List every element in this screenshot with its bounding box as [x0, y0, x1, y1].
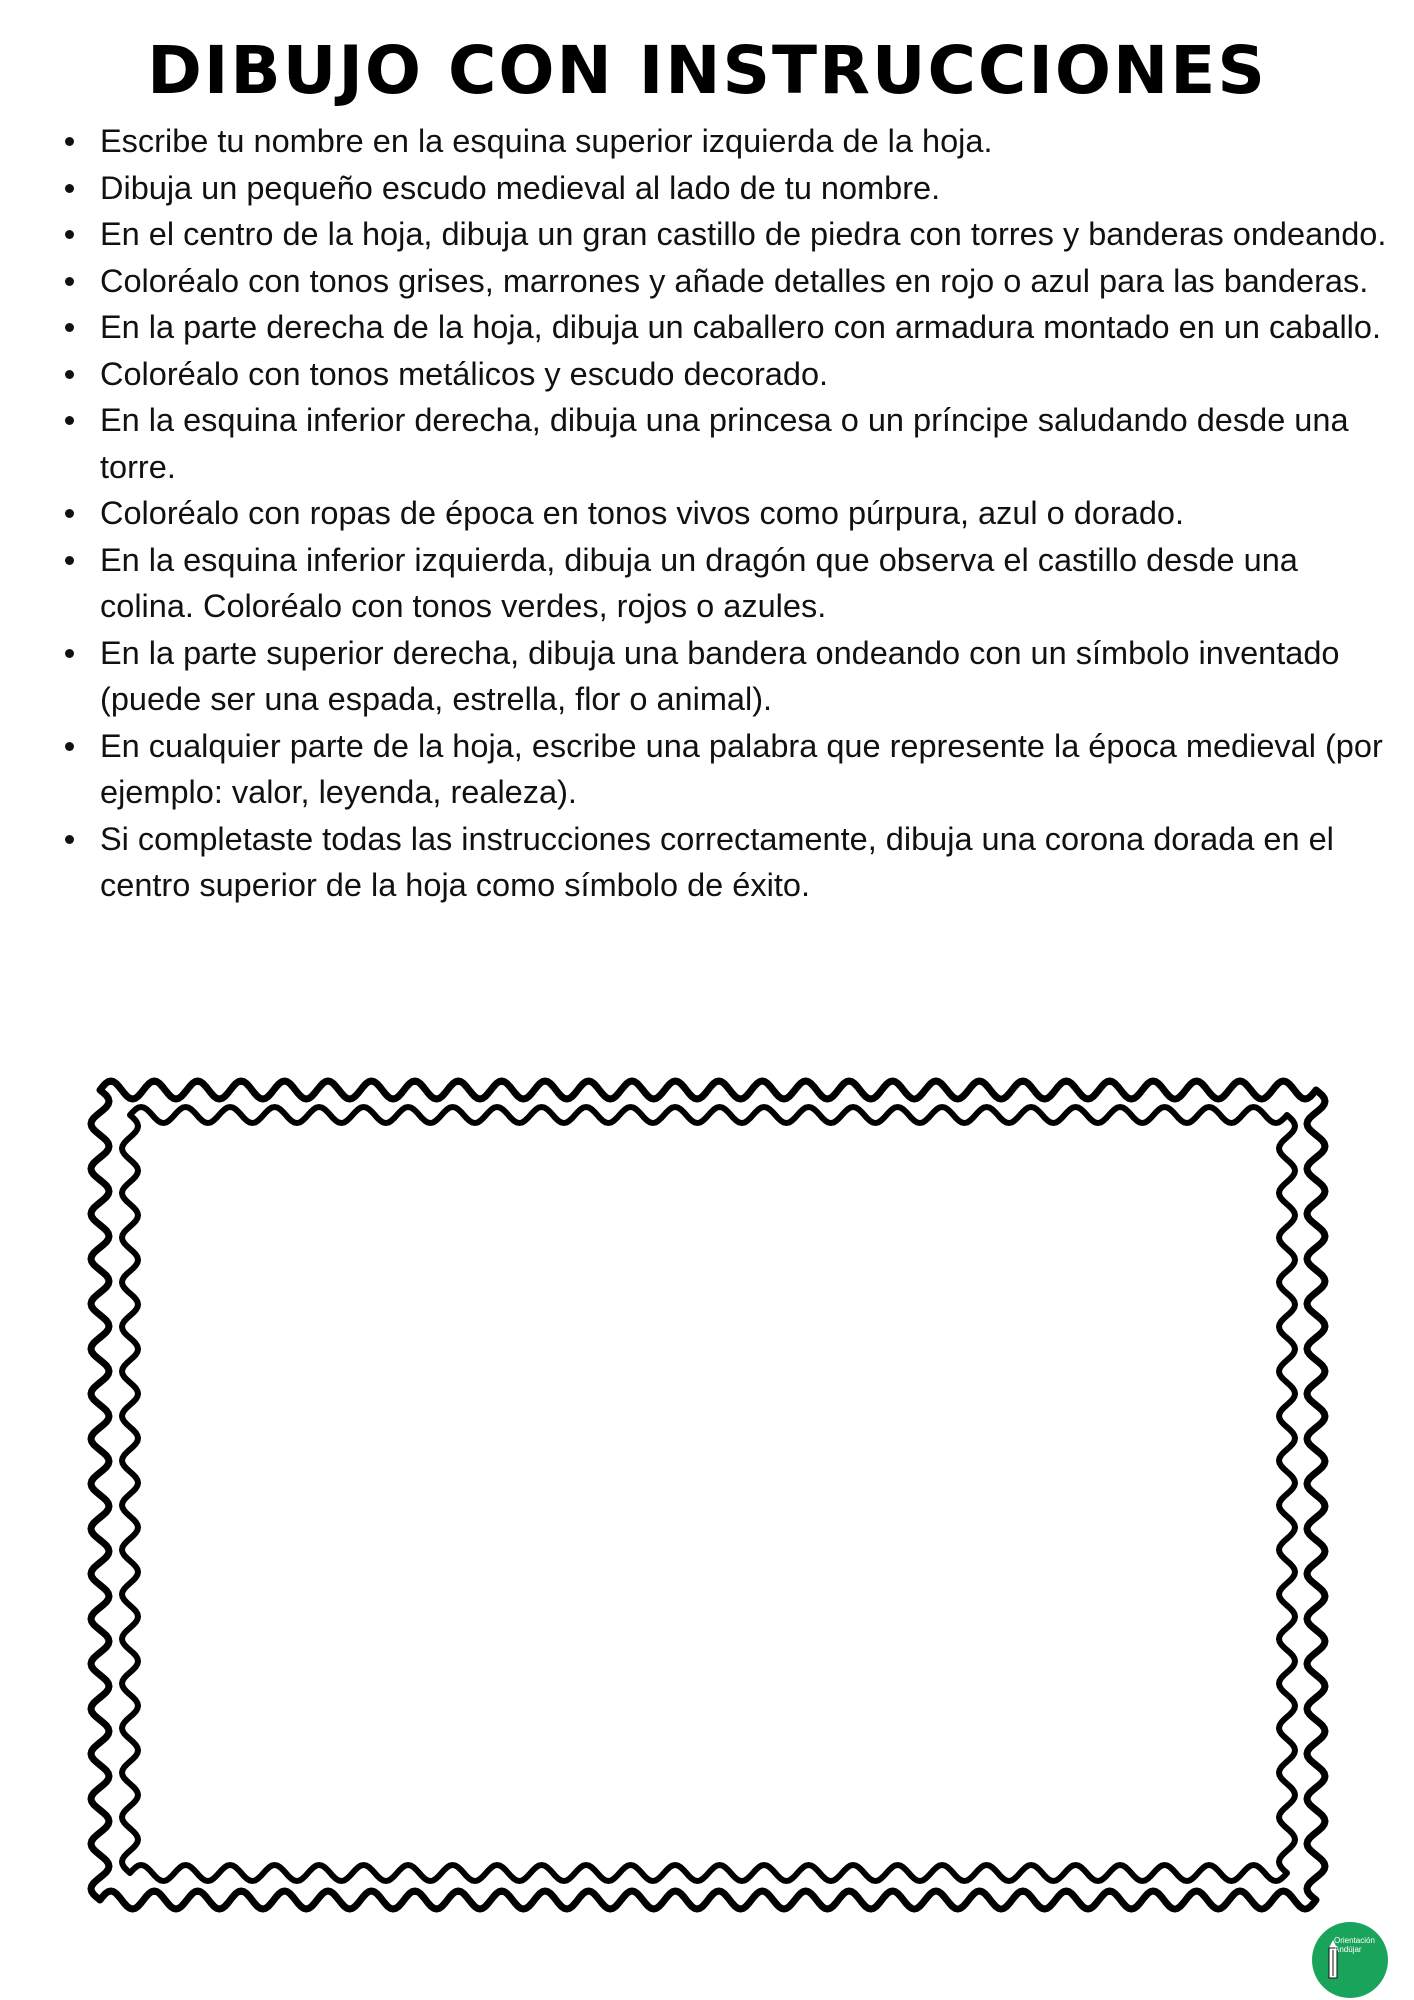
instruction-item: Coloréalo con tonos grises, marrones y añade detalles en rojo o azul para las banderas.	[100, 258, 1400, 305]
instruction-item: En la esquina inferior derecha, dibuja una princesa o un príncipe saludando desde una torre.	[100, 397, 1400, 490]
instruction-item: En la parte derecha de la hoja, dibuja un caballero con armadura montado en un caballo.	[100, 304, 1400, 351]
instruction-item: Dibuja un pequeño escudo medieval al lado de tu nombre.	[100, 165, 1400, 212]
instruction-item: En la esquina inferior izquierda, dibuja un dragón que observa el castillo desde una colina. Coloréalo con tonos verdes, rojos o azules.	[100, 537, 1400, 630]
instruction-item: En cualquier parte de la hoja, escribe una palabra que represente la época medieval (por ejemplo: valor, leyenda, realeza).	[100, 723, 1400, 816]
instruction-item: Escribe tu nombre en la esquina superior izquierda de la hoja.	[100, 118, 1400, 165]
brand-logo	[1312, 1922, 1388, 1998]
instruction-item: Si completaste todas las instrucciones correctamente, dibuja una corona dorada en el centro superior de la hoja como símbolo de éxito.	[100, 816, 1400, 909]
page-title: DIBUJO CON INSTRUCCIONES	[147, 32, 1267, 109]
instruction-item: En la parte superior derecha, dibuja una bandera ondeando con un símbolo inventado (puede ser una espada, estrella, flor o animal).	[100, 630, 1400, 723]
logo-text-line1: Orientación	[1334, 1936, 1375, 1945]
logo-text-line2: Andújar	[1334, 1945, 1362, 1954]
instruction-item: Coloréalo con tonos metálicos y escudo decorado.	[100, 351, 1400, 398]
frame-inner-wavy-border	[122, 1107, 1295, 1881]
instruction-item: Coloréalo con ropas de época en tonos vivos como púrpura, azul o dorado.	[100, 490, 1400, 537]
instruction-item: En el centro de la hoja, dibuja un gran castillo de piedra con torres y banderas ondeando.	[100, 211, 1400, 258]
